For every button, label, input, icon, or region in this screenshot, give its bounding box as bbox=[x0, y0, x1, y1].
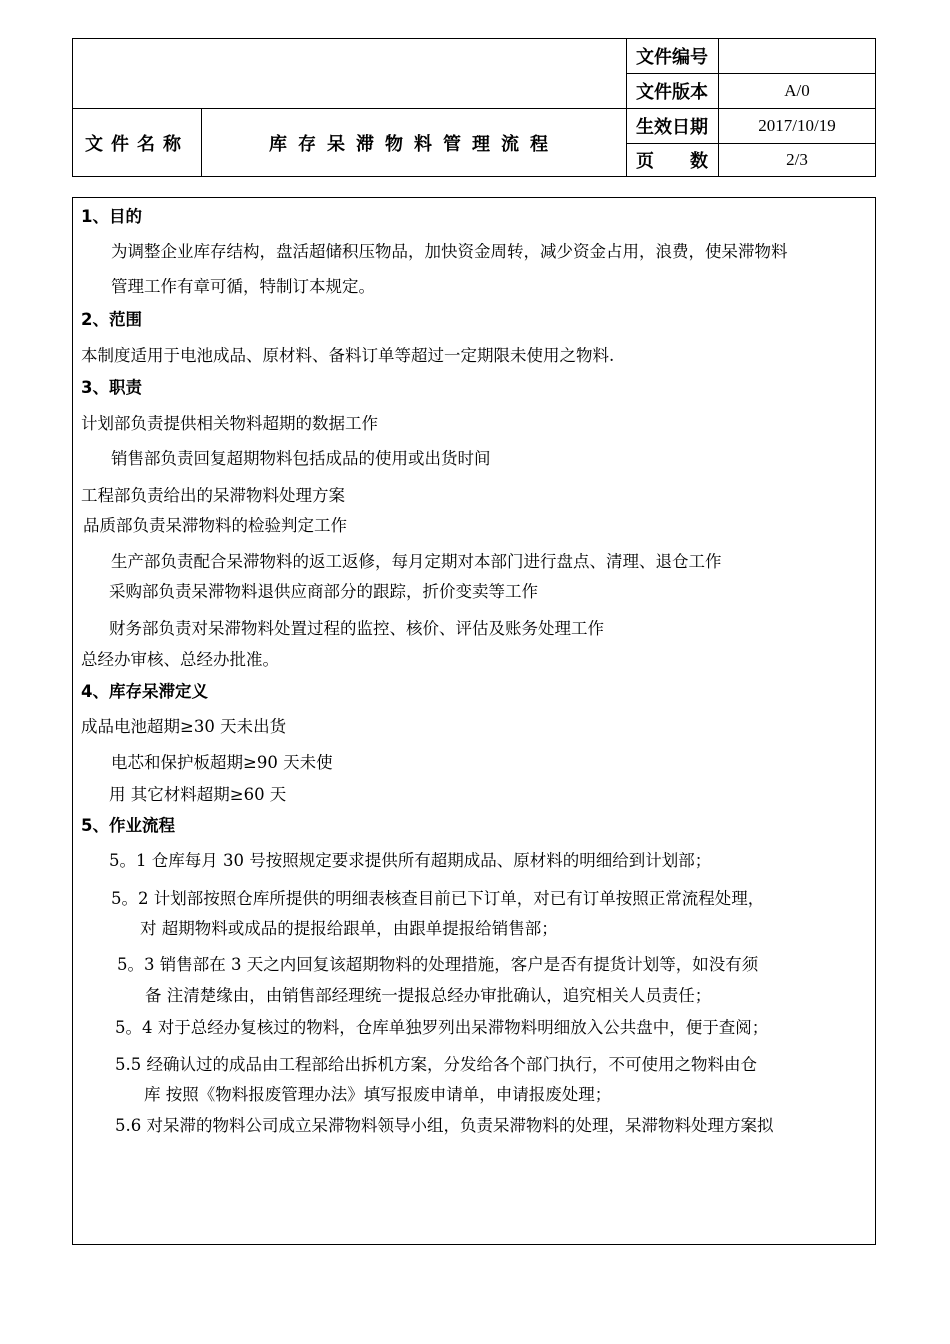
page-label: 页 数 bbox=[636, 151, 708, 172]
duty-purchasing: 采购部负责呆滞物料退供应商部分的跟踪，折价变卖等工作 bbox=[109, 582, 538, 601]
scope-text: 本制度适用于电池成品、原材料、备料订单等超过一定期限未使用之物料. bbox=[81, 346, 615, 365]
definition-cell-board: 电芯和保护板超期≥90 天未使 bbox=[111, 753, 333, 772]
doc-number-value bbox=[719, 39, 875, 73]
process-step-5-2-line-1: 5。2 计划部按照仓库所提供的明细表核查目前已下订单，对已有订单按照正常流程处理， bbox=[111, 889, 765, 908]
content-box bbox=[72, 197, 876, 1245]
definition-other-materials: 用 其它材料超期≥60 天 bbox=[109, 785, 287, 804]
section-heading-purpose: 1、目的 bbox=[81, 207, 142, 226]
duty-sales: 销售部负责回复超期物料包括成品的使用或出货时间 bbox=[111, 449, 491, 468]
section-heading-definition: 4、库存呆滞定义 bbox=[81, 682, 208, 701]
duty-quality: 品质部负责呆滞物料的检验判定工作 bbox=[83, 516, 347, 535]
doc-version-value: A/0 bbox=[784, 81, 810, 100]
doc-number-label: 文件编号 bbox=[636, 47, 708, 68]
duty-gm-office: 总经办审核、总经办批准。 bbox=[81, 650, 279, 669]
process-step-5-5-line-2: 库 按照《物料报废管理办法》填写报废申请单，申请报废处理； bbox=[144, 1085, 612, 1104]
page-value: 2/3 bbox=[786, 150, 808, 169]
process-step-5-1: 5。1 仓库每月 30 号按照规定要求提供所有超期成品、原材料的明细给到计划部； bbox=[109, 851, 712, 870]
file-name-label: 文件名称 bbox=[85, 133, 189, 155]
section-heading-process: 5、作业流程 bbox=[81, 816, 175, 835]
file-name-value: 库存呆滞物料管理流程 bbox=[269, 133, 559, 155]
section-heading-duties: 3、职责 bbox=[81, 378, 142, 397]
process-step-5-3-line-1: 5。3 销售部在 3 天之内回复该超期物料的处理措施，客户是否有提货计划等，如没有须 bbox=[117, 955, 759, 974]
purpose-text-line-2: 管理工作有章可循，特制订本规定。 bbox=[111, 277, 375, 296]
process-step-5-4: 5。4 对于总经办复核过的物料，仓库单独罗列出呆滞物料明细放入公共盘中，便于查阅； bbox=[115, 1018, 769, 1037]
duty-engineering: 工程部负责给出的呆滞物料处理方案 bbox=[81, 486, 345, 505]
section-heading-scope: 2、范围 bbox=[81, 310, 142, 329]
purpose-text-line-1: 为调整企业库存结构，盘活超储积压物品，加快资金周转，减少资金占用，浪费，使呆滞物料 bbox=[111, 242, 788, 261]
effective-date-value: 2017/10/19 bbox=[758, 116, 836, 135]
definition-finished-battery: 成品电池超期≥30 天未出货 bbox=[81, 717, 287, 736]
duty-production: 生产部负责配合呆滞物料的返工返修，每月定期对本部门进行盘点、清理、退仓工作 bbox=[111, 552, 722, 571]
process-step-5-6-line-1: 5.6 对呆滞的物料公司成立呆滞物料领导小组，负责呆滞物料的处理，呆滞物料处理方案拟 bbox=[115, 1116, 774, 1135]
duty-planning: 计划部负责提供相关物料超期的数据工作 bbox=[81, 414, 378, 433]
duty-finance: 财务部负责对呆滞物料处置过程的监控、核价、评估及账务处理工作 bbox=[109, 619, 604, 638]
doc-version-label: 文件版本 bbox=[636, 82, 708, 103]
header-table bbox=[72, 38, 876, 177]
effective-date-label: 生效日期 bbox=[636, 117, 708, 138]
process-step-5-2-line-2: 对 超期物料或成品的提报给跟单，由跟单提报给销售部； bbox=[140, 919, 558, 938]
process-step-5-5-line-1: 5.5 经确认过的成品由工程部给出拆机方案，分发给各个部门执行，不可使用之物料由仓 bbox=[115, 1055, 757, 1074]
process-step-5-3-line-2: 备 注清楚缘由，由销售部经理统一提报总经办审批确认，追究相关人员责任； bbox=[145, 986, 712, 1005]
